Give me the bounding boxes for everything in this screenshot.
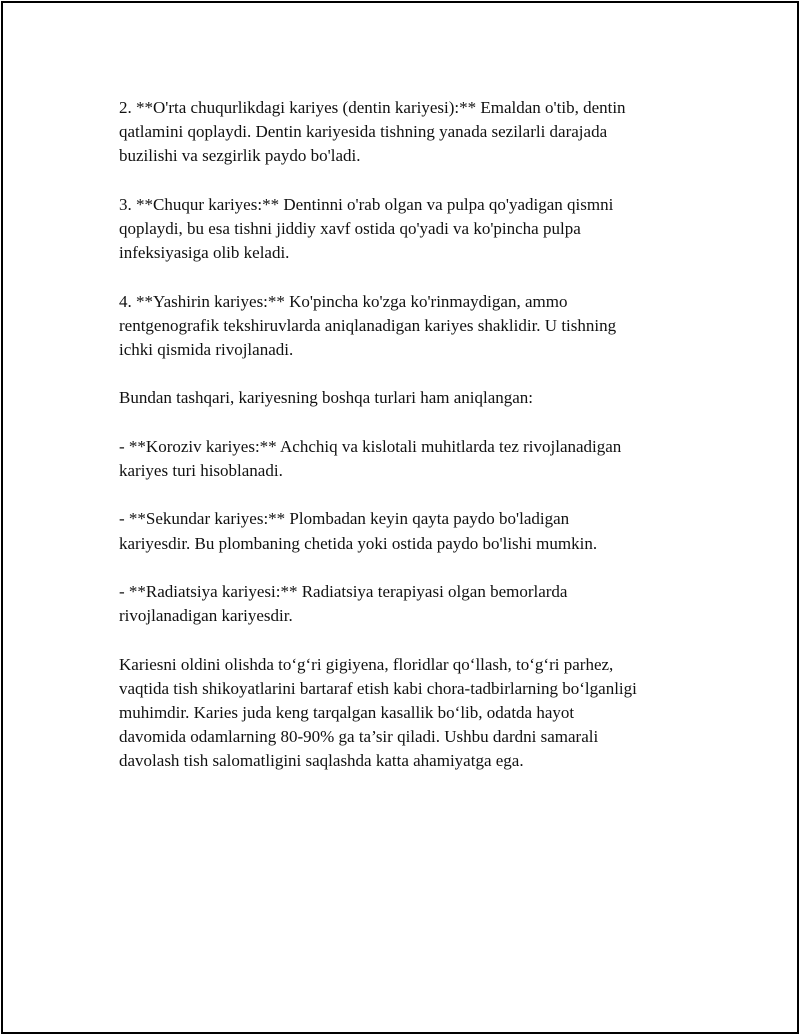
paragraph-dentin-caries: 2. **O'rta chuqurlikdagi kariyes (dentin kariyesi):** Emaldan o'tib, dentin qatlamini qoplaydi. Dentin kariyesida tishning yanada sezilarli darajada buzilishi va sezgirlik paydo bo'ladi. <box>119 98 626 166</box>
list-item-corrosive-caries: - **Koroziv kariyes:** Achchiq va kislotali muhitlarda tez rivojlanadigan kariyes turi hisoblanadi. <box>119 436 622 480</box>
list-item-radiation-caries: - **Radiatsiya kariyesi:** Radiatsiya terapiyasi olgan bemorlarda rivojlanadigan kariyesdir. <box>119 581 568 626</box>
page-frame <box>1 1 799 1034</box>
paragraph-other-types-intro: Bundan tashqari, kariyesning boshqa turlari ham aniqlangan: <box>119 388 534 408</box>
list-item-secondary-caries: - **Sekundar kariyes:** Plombadan keyin qayta paydo bo'ladigan kariyesdir. Bu plombaning chetida yoki ostida paydo bo'lishi mumkin. <box>119 509 598 553</box>
paragraph-deep-caries: 3. **Chuqur kariyes:** Dentinni o'rab olgan va pulpa qo'yadigan qismni qoplaydi, bu esa tishni jiddiy xavf ostida qo'yadi va ko'pincha pulpa infeksiyasiga olib keladi. <box>119 194 614 263</box>
paragraph-hidden-caries: 4. **Yashirin kariyes:** Ko'pincha ko'zga ko'rinmaydigan, ammo rentgenografik tekshiruvlarda aniqlanadigan kariyes shaklidir. U tishning ichki qismida rivojlanadi. <box>119 291 617 359</box>
paragraph-prevention-summary: Kariesni oldini olishda to‘g‘ri gigiyena, floridlar qo‘llash, to‘g‘ri parhez, vaqtida tish shikoyatlarini bartaraf etish kabi chora-tadbirlarning bo‘lganligi muhimdir. Karies juda keng tarqalgan kasallik bo‘lib, odatda hayot davomida odamlarning 80-90% ga ta’sir qiladi. Ushbu dardni samarali davolash tish salomatligini saqlashda katta ahamiyatga ega. <box>119 654 637 771</box>
document-body <box>119 96 699 798</box>
